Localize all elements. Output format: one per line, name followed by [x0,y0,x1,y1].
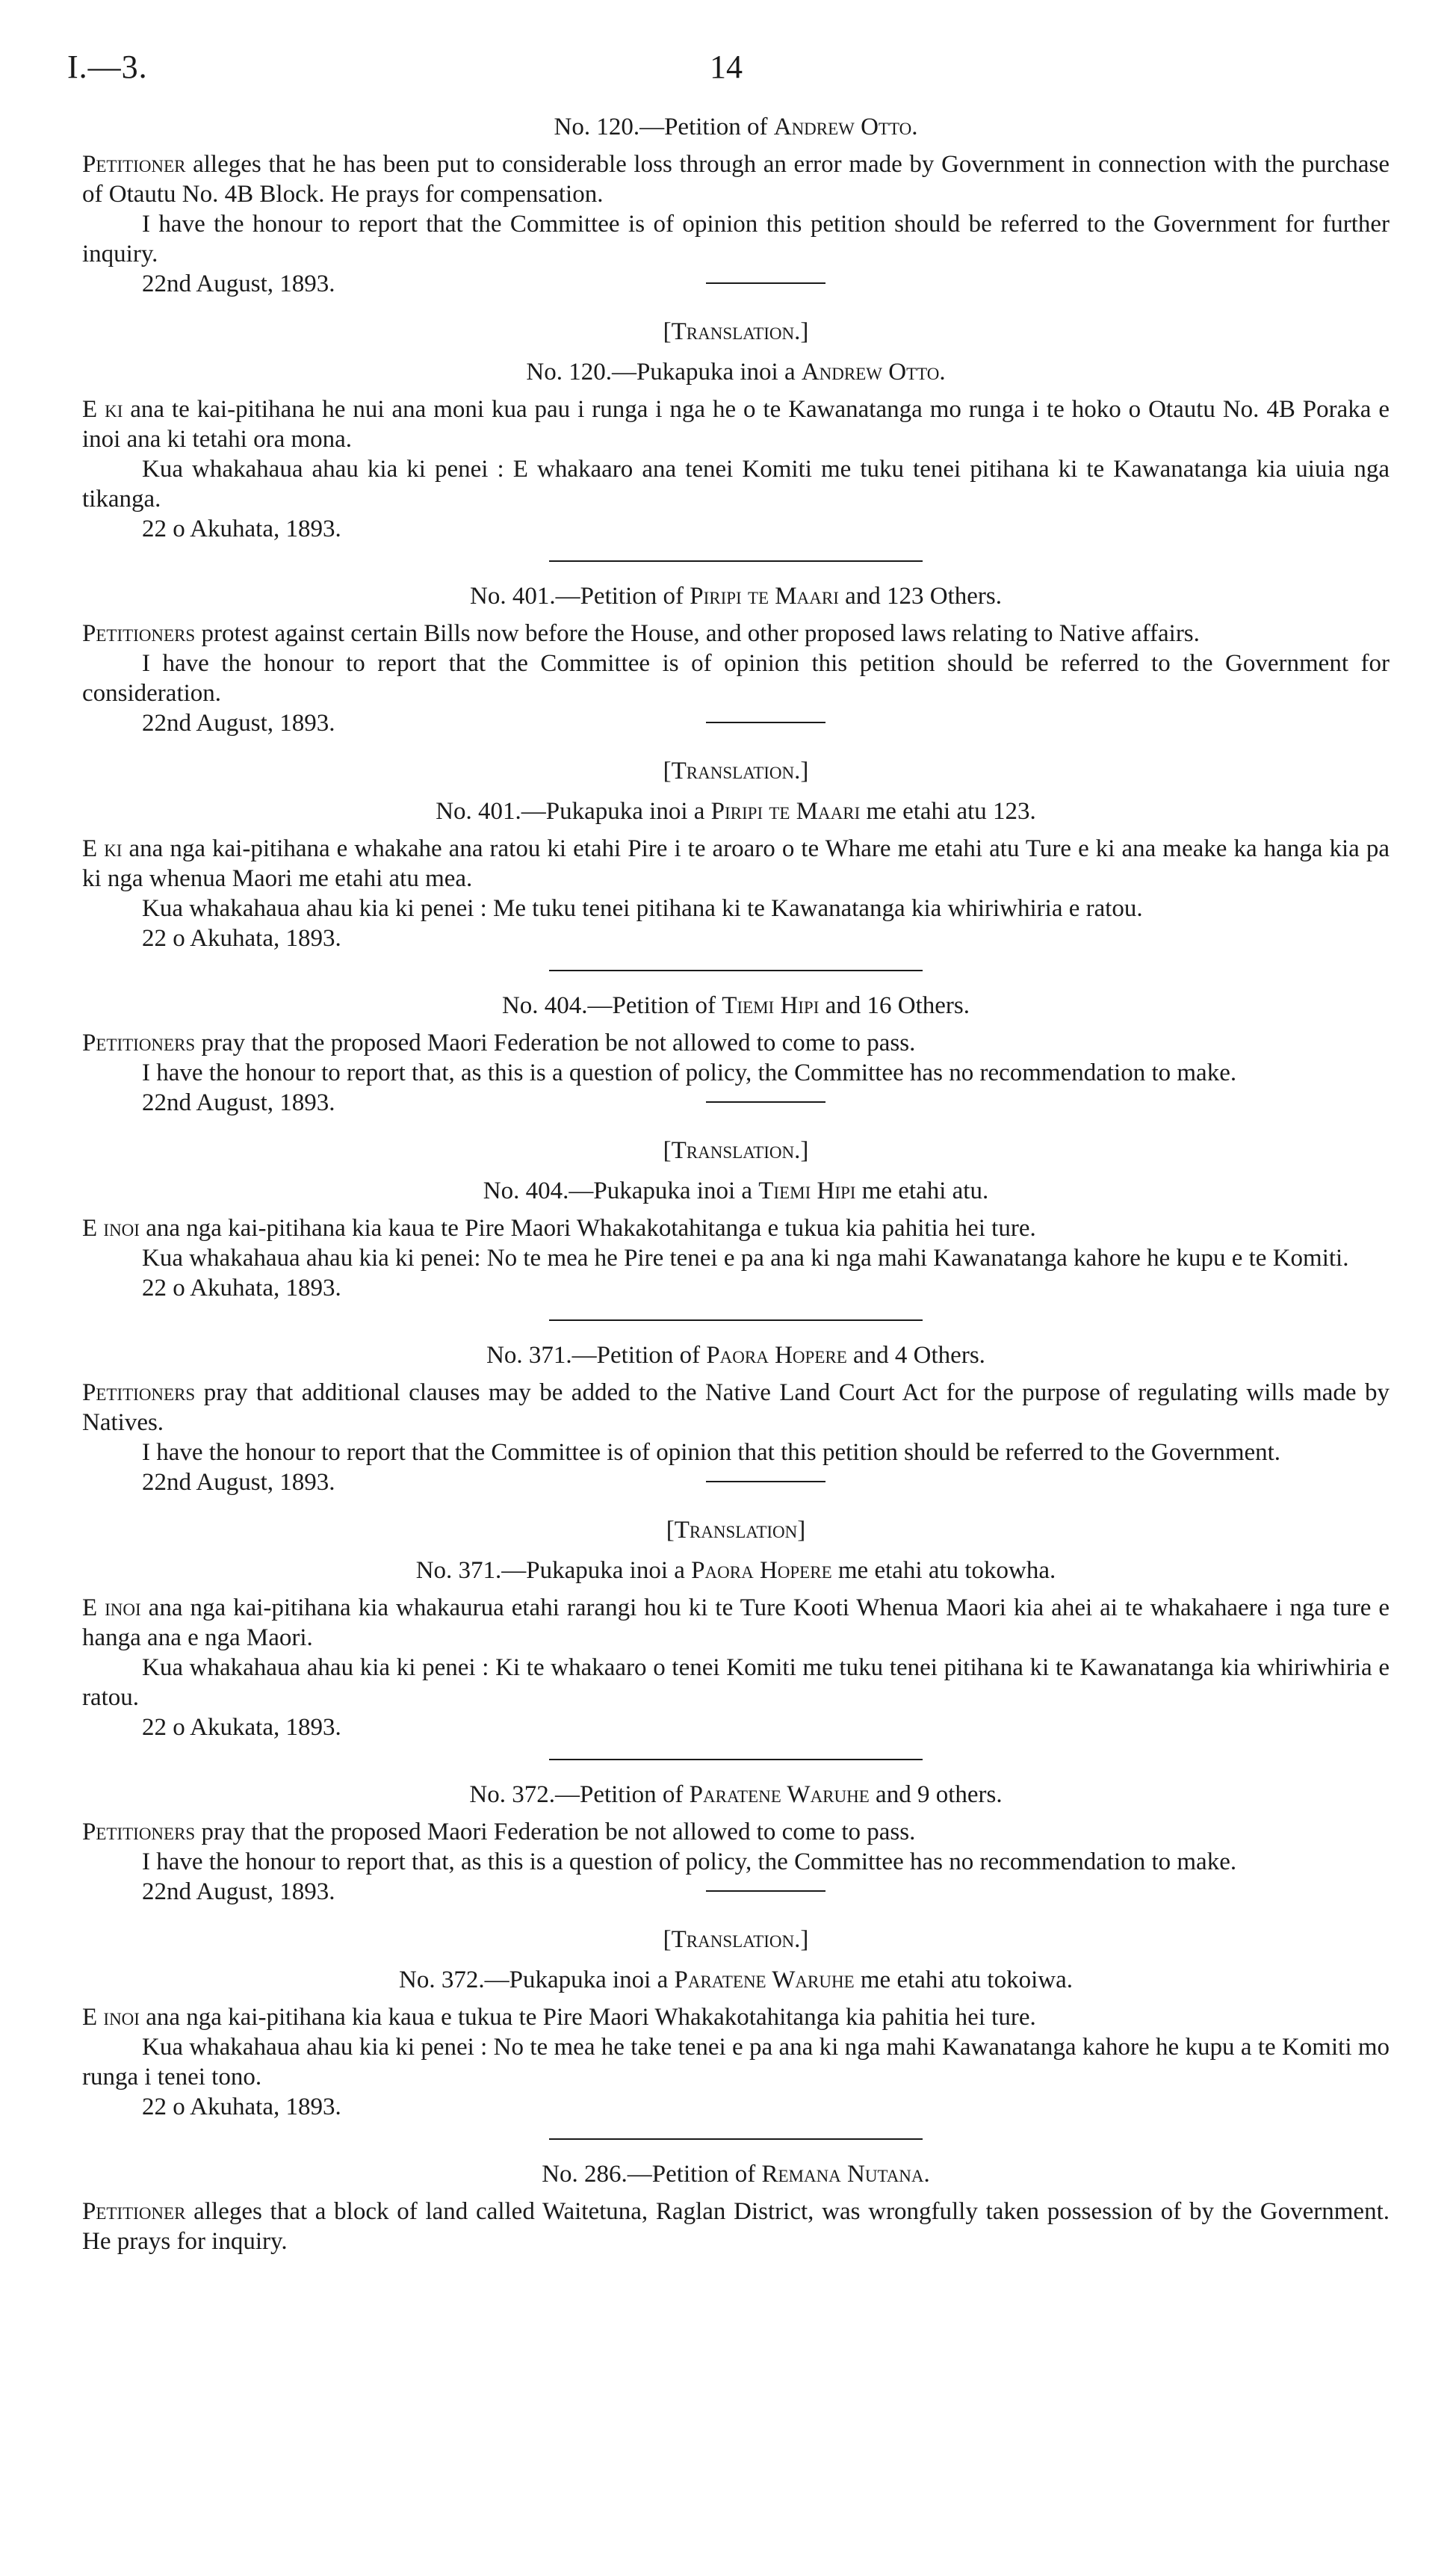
section-divider [549,2138,923,2140]
petitioner-name: Paratene Waruhe [689,1781,870,1808]
translation-label: [Translation.] [663,1926,809,1953]
translation-report: Kua whakahaua ahau kia ki penei : Me tuku tenei pitihana ki te Kawanatanga kia whiriwhiria e ratou. [142,895,1143,922]
petition-title: No. 401.—Petition of Piripi te Maari and 123 Others. [469,583,1002,610]
translation-body: E inoi ana nga kai-pitihana kia kaua e tukua te Pire Maori Whakakotahitanga kia pahitia hei ture. [82,2004,1036,2031]
short-divider [706,1481,825,1482]
petition-block [82,581,1390,971]
page-number: 14 [710,49,743,85]
translation-date: 22 o Akukata, 1893. [142,1714,341,1741]
petition-block [82,991,1390,1321]
translation-report: Kua whakahaua ahau kia ki penei : No te mea he take tenei e pa ana ki nga mahi Kawanatanga kahore he kupu a te Komiti mo runga i tenei tono. [82,2034,1390,2091]
petition-body: Petitioners protest against certain Bills now before the House, and other proposed laws relating to Native affairs. [82,620,1200,647]
committee-report: I have the honour to report that the Committee is of opinion this petition should be referred to the Government for further inquiry. [82,211,1390,267]
translation-label: [Translation.] [663,1137,809,1164]
short-divider [706,282,825,284]
petition-block [82,112,1390,562]
translation-date: 22 o Akuhata, 1893. [142,1275,341,1302]
report-date: 22nd August, 1893. [142,270,335,297]
petitioner-name: Paratene Waruhe [674,1966,855,1993]
section-divider [549,970,923,971]
page-header [67,45,1390,105]
petitioner-name: Paora Hopere [691,1557,832,1584]
report-date: 22nd August, 1893. [142,1089,335,1116]
translation-body: E ki ana te kai-pitihana he nui ana moni kua pau i runga i nga he o te Kawanatanga mo runga i te hoko o Otautu No. 4B Poraka e inoi ana ki tetahi ora mona. [82,396,1390,453]
petitioner-name: Tiemi Hipi [722,992,820,1019]
short-divider [706,1890,825,1892]
petition-title: No. 286.—Petition of Remana Nutana. [542,2161,930,2188]
translation-title: No. 372.—Pukapuka inoi a Paratene Waruhe me etahi atu tokoiwa. [399,1966,1073,1993]
petition-body: Petitioners pray that the proposed Maori Federation be not allowed to come to pass. [82,1030,916,1056]
petition-body: Petitioners pray that the proposed Maori Federation be not allowed to come to pass. [82,1819,916,1845]
committee-report: I have the honour to report that, as this is a question of policy, the Committee has no recommendation to make. [142,1059,1237,1086]
translation-date: 22 o Akuhata, 1893. [142,2093,341,2120]
translation-title: No. 404.—Pukapuka inoi a Tiemi Hipi me etahi atu. [483,1177,989,1204]
section-divider [549,560,923,562]
report-date: 22nd August, 1893. [142,1878,335,1905]
section-divider [549,1759,923,1760]
petition-body: Petitioners pray that additional clauses may be added to the Native Land Court Act for the purpose of regulating wills made by Natives. [82,1379,1390,1436]
petitioner-name: Andrew Otto [773,114,912,140]
translation-report: Kua whakahaua ahau kia ki penei: No te mea he Pire tenei e pa ana ki nga mahi Kawanatanga kahore he kupu e te Komiti. [142,1245,1349,1272]
short-divider [706,1101,825,1103]
petition-block [82,1340,1390,1760]
petitioner-name: Remana Nutana [761,2161,924,2188]
document-reference: I.—3. [67,49,148,85]
translation-title: No. 371.—Pukapuka inoi a Paora Hopere me etahi atu tokowha. [415,1557,1056,1584]
document-page [67,45,1390,2510]
translation-body: E inoi ana nga kai-pitihana kia whakaurua etahi rarangi hou ki te Ture Kooti Whenua Maori kia ahei ai te whakahaere i nga ture e hanga ana e nga Maori. [82,1594,1390,1651]
translation-body: E ki ana nga kai-pitihana e whakahe ana ratou ki etahi Pire i te aroaro o te Whare me etahi atu Ture e ki ana meake ka hanga kia pa ki nga whenua Maori me etahi atu mea. [82,835,1390,892]
translation-body: E inoi ana nga kai-pitihana kia kaua te Pire Maori Whakakotahitanga e tukua kia pahitia hei ture. [82,1215,1036,1242]
translation-title: No. 401.—Pukapuka inoi a Piripi te Maari me etahi atu 123. [436,798,1036,825]
petitioner-name: Piripi te Maari [690,583,839,610]
translation-date: 22 o Akuhata, 1893. [142,925,341,952]
translation-title: No. 120.—Pukapuka inoi a Andrew Otto. [526,359,946,386]
petition-body: Petitioner alleges that he has been put to considerable loss through an error made by Government in connection with the purchase of Otautu No. 4B Block. He prays for compensation. [82,151,1390,208]
report-date: 22nd August, 1893. [142,1469,335,1496]
petition-title: No. 371.—Petition of Paora Hopere and 4 Others. [486,1342,985,1369]
petitioner-name: Paora Hopere [706,1342,847,1369]
translation-report: Kua whakahaua ahau kia ki penei : Ki te whakaaro o tenei Komiti me tuku tenei pitihana ki te Kawanatanga kia whiriwhiria e ratou. [82,1654,1390,1711]
petition-286 [82,2159,1390,2256]
petition-title: No. 120.—Petition of Andrew Otto. [554,114,918,140]
petition-body: Petitioner alleges that a block of land called Waitetuna, Raglan District, was wrongfully taken possession of by the Government. He prays for inquiry. [82,2198,1390,2255]
translation-report: Kua whakahaua ahau kia ki penei : E whakaaro ana tenei Komiti me tuku tenei pitihana ki te Kawanatanga kia uiuia nga tikanga. [82,456,1390,513]
petitioner-name: Tiemi Hipi [758,1177,856,1204]
translation-label: [Translation] [666,1517,806,1544]
report-date: 22nd August, 1893. [142,710,335,737]
short-divider [706,722,825,723]
section-divider [549,1319,923,1321]
committee-report: I have the honour to report that the Committee is of opinion that this petition should be referred to the Government. [142,1439,1281,1466]
committee-report: I have the honour to report that, as this is a question of policy, the Committee has no recommendation to make. [142,1848,1237,1875]
translation-label: [Translation.] [663,318,809,345]
petitions-list [82,112,1390,2140]
petitioner-name: Andrew Otto [801,359,940,386]
petition-block [82,1780,1390,2140]
petition-title: No. 404.—Petition of Tiemi Hipi and 16 Others. [501,992,970,1019]
committee-report: I have the honour to report that the Committee is of opinion this petition should be referred to the Government for consideration. [82,650,1390,707]
translation-label: [Translation.] [663,758,809,785]
petition-title: No. 372.—Petition of Paratene Waruhe and 9 others. [469,1781,1003,1808]
petitioner-name: Piripi te Maari [710,798,861,825]
translation-date: 22 o Akuhata, 1893. [142,516,341,542]
